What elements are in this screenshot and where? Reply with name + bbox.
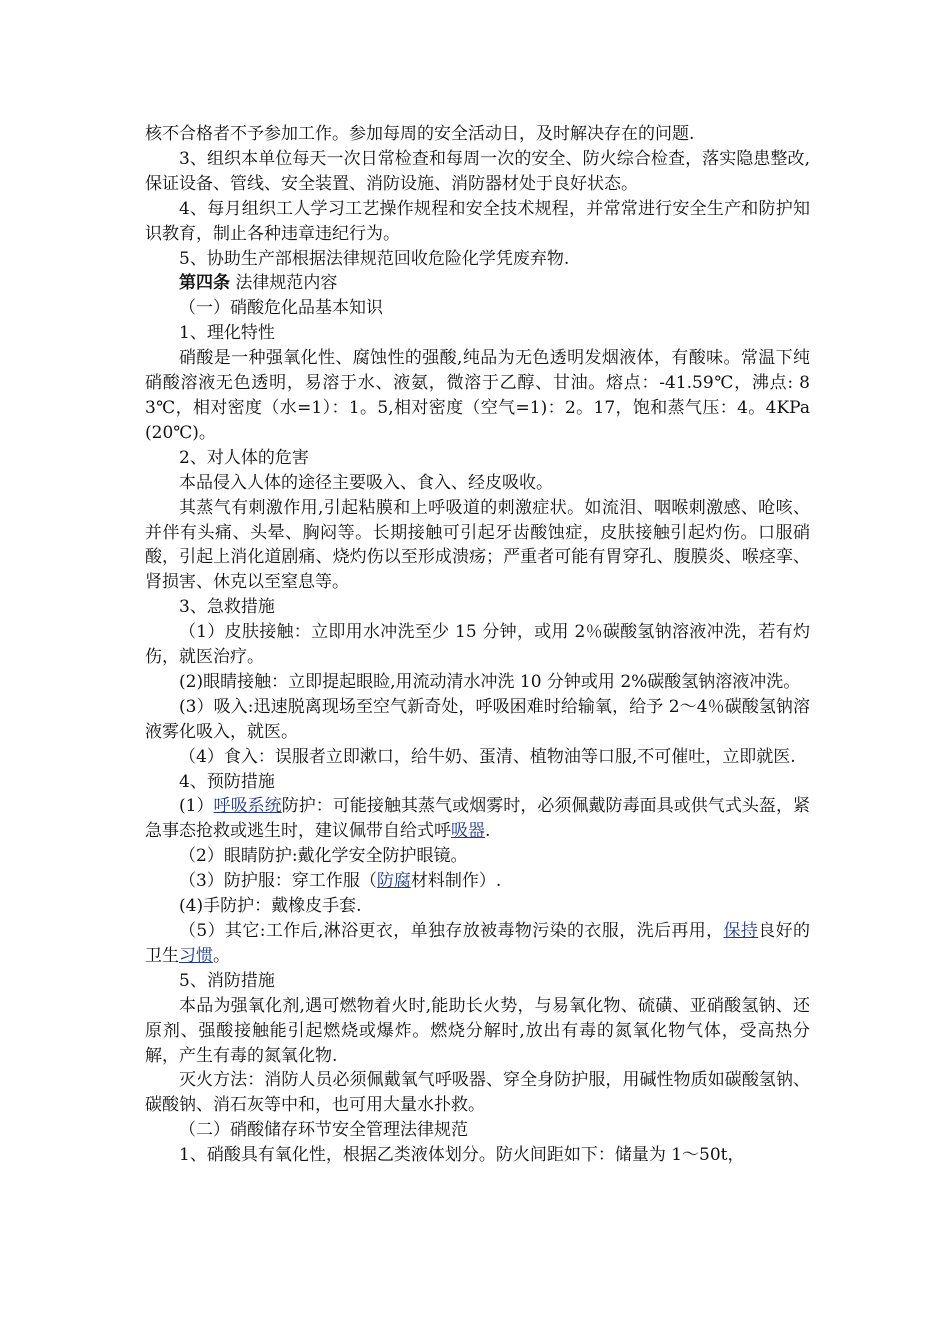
paragraph <box>145 122 810 147</box>
text-run: 2、对人体的危害 <box>179 447 309 468</box>
text-run: (1） <box>179 796 214 817</box>
hyperlink[interactable]: 呼吸系统 <box>213 796 282 817</box>
article-heading: 第四条 <box>179 273 230 294</box>
paragraph <box>145 147 810 197</box>
paragraph <box>145 446 810 471</box>
paragraph <box>145 1143 810 1168</box>
paragraph <box>145 869 810 894</box>
text-run: 4、预防措施 <box>179 771 275 792</box>
hyperlink[interactable]: 保持 <box>723 921 759 941</box>
paragraph <box>145 969 810 994</box>
text-run: 1、硝酸具有氧化性，根据乙类液体划分。防火间距如下：储量为 1～50t， <box>179 1145 745 1166</box>
text-run: 本品为强氧化剂,遇可燃物着火时,能助长火势，与易氧化物、硫磺、亚硝酸氢钠、还原剂、强酸接触能引起燃烧或爆炸。燃烧分解时,放出有毒的氮氧化物气体，受高热分解，产生有毒的氮氧化物. <box>145 995 810 1066</box>
paragraph <box>145 994 810 1069</box>
paragraph <box>145 271 810 296</box>
paragraph <box>145 894 810 919</box>
text-run: 法律规范内容 <box>230 273 338 294</box>
text-run: 本品侵入人体的途径主要吸入、食入、经皮吸收。 <box>179 472 553 493</box>
text-run: (3）吸入:迅速脱离现场至空气新奇处，呼吸困难时给输氧，给予 2～4％碳酸氢钠溶液雾化吸入，就医。 <box>145 696 810 742</box>
paragraph <box>145 296 810 321</box>
text-run: （一）硝酸危化品基本知识 <box>179 298 383 319</box>
text-run: 4、每月组织工人学习工艺操作规程和安全技术规程，并常常进行安全生产和防护知识教育，制止各种违章违纪行为。 <box>145 198 810 244</box>
paragraph <box>145 496 810 596</box>
paragraph <box>145 595 810 620</box>
text-run: （4）食入：误服者立即漱口，给牛奶、蛋清、植物油等口服,不可催吐，立即就医. <box>179 746 796 767</box>
text-run: 材料制作）. <box>410 871 502 892</box>
paragraph <box>145 321 810 346</box>
paragraph <box>145 670 810 695</box>
text-run: （二）硝酸储存环节安全管理法律规范 <box>179 1120 468 1141</box>
paragraph <box>145 770 810 795</box>
paragraph <box>145 844 810 869</box>
text-run: (4)手防护：戴橡皮手套. <box>179 896 362 917</box>
text-run: 灭火方法：消防人员必须佩戴氧气呼吸器、穿全身防护服，用碱性物质如碳酸氢钠、碳酸钠、消石灰等中和，也可用大量水扑救。 <box>145 1070 810 1116</box>
paragraph <box>145 471 810 496</box>
paragraph <box>145 745 810 770</box>
text-run: （1）皮肤接触：立即用水冲洗至少 15 分钟，或用 2％碳酸氢钠溶液冲洗，若有灼伤，就医治疗。 <box>145 622 810 668</box>
text-run: （3）防护服：穿工作服（ <box>179 871 377 892</box>
text-run: 。 <box>213 945 230 966</box>
paragraph <box>145 346 810 446</box>
paragraph <box>145 794 810 844</box>
paragraph <box>145 695 810 745</box>
text-run: 硝酸是一种强氧化性、腐蚀性的强酸,纯品为无色透明发烟液体，有酸味。常温下纯硝酸溶液无色透明，易溶于水、液氨，微溶于乙醇、甘油。熔点：-41.59℃，沸点: 83℃，相对密度（水=1）：1。5,相对密度（空气=1)：2。17，饱和蒸气压：4。4KPa(20℃)。 <box>145 348 810 443</box>
text-run: 良好的卫生 <box>145 921 811 966</box>
text-run: 防护：可能接触其蒸气或烟雾时，必须佩戴防毒面具或供气式头盔，紧急事态抢救或逃生时，建议佩带自给式呼 <box>145 796 811 842</box>
text-run: 5、协助生产部根据法律规范回收危险化学凭废弃物. <box>179 248 570 269</box>
text-run: 3、组织本单位每天一次日常检查和每周一次的安全、防火综合检查，落实隐患整改,保证设备、管线、安全装置、消防设施、消防器材处于良好状态。 <box>145 148 810 194</box>
paragraph <box>145 919 810 969</box>
text-run: 1、理化特性 <box>179 323 275 344</box>
text-run: 3、急救措施 <box>179 597 275 618</box>
text-run: (2)眼睛接触：立即提起眼睑,用流动清水冲洗 10 分钟或用 2%碳酸氢钠溶液冲洗。 <box>179 671 801 692</box>
text-run: （2）眼睛防护:戴化学安全防护眼镜。 <box>179 846 468 867</box>
document-body <box>145 122 810 1168</box>
text-run: 其蒸气有刺激作用,引起粘膜和上呼吸道的刺激症状。如流泪、咽喉刺激感、呛咳、并伴有头痛、头晕、胸闷等。长期接触可引起牙齿酸蚀症，皮肤接触引起灼伤。口服硝酸，引起上消化道剧痛、烧灼伤以至形成溃疡；严重者可能有胃穿孔、腹膜炎、喉痉挛、肾损害、休克以至窒息等。 <box>145 497 810 593</box>
paragraph <box>145 247 810 272</box>
paragraph <box>145 620 810 670</box>
hyperlink[interactable]: 习惯 <box>179 945 213 966</box>
paragraph <box>145 1068 810 1118</box>
hyperlink[interactable]: 防腐 <box>376 871 411 892</box>
text-run: . <box>485 821 491 842</box>
text-run: 5、消防措施 <box>179 970 275 991</box>
text-run: （5）其它:工作后,淋浴更衣，单独存放被毒物污染的衣服，洗后再用， <box>179 921 724 941</box>
hyperlink[interactable]: 吸器 <box>451 821 485 842</box>
paragraph <box>145 1118 810 1143</box>
text-run: 核不合格者不予参加工作。参加每周的安全活动日，及时解决存在的问题. <box>145 124 695 144</box>
paragraph <box>145 197 810 247</box>
